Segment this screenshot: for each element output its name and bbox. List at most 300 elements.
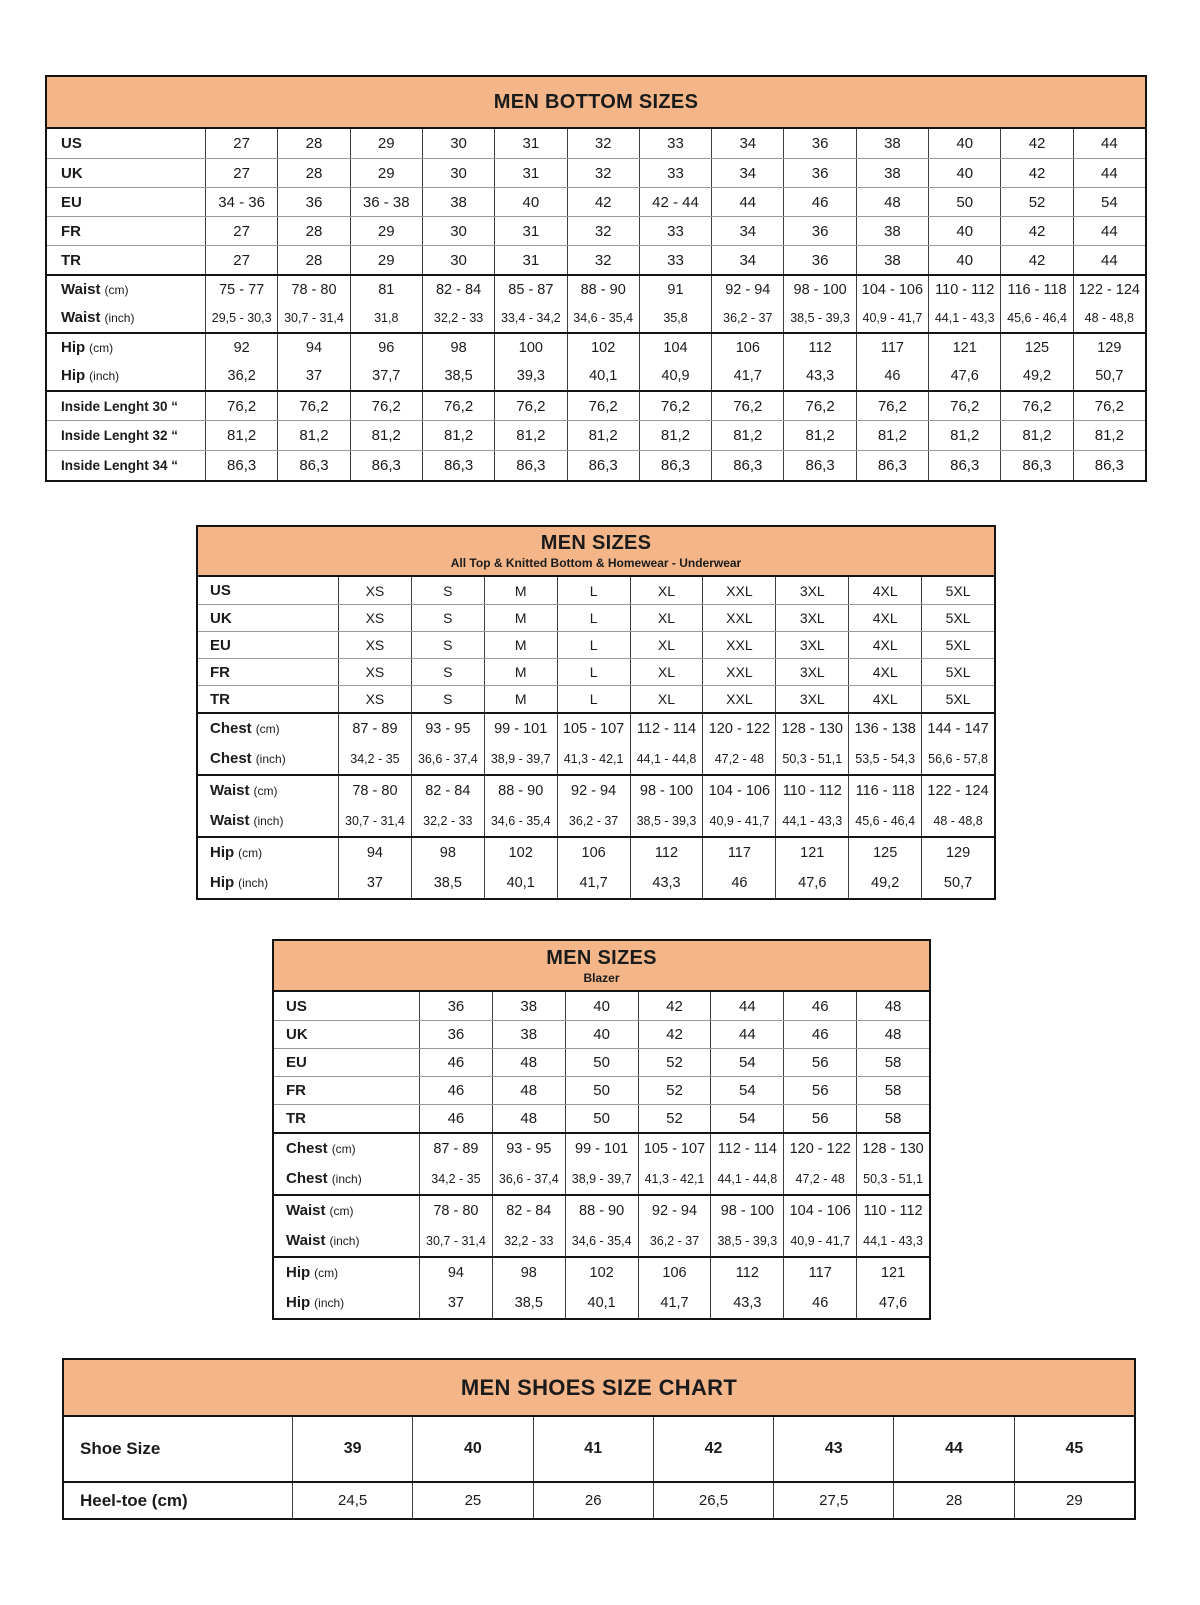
row-label: Chest (cm) <box>286 1140 356 1157</box>
table-row <box>274 1104 929 1132</box>
value-cell: 76,2 <box>350 392 422 420</box>
value-cell: 50 <box>565 1105 638 1132</box>
value-cell: 56 <box>783 1049 856 1076</box>
table-row <box>274 1256 929 1287</box>
table-row <box>47 216 1145 245</box>
value-cell: 40,9 - 41,7 <box>856 303 928 332</box>
value-cell: 47,2 - 48 <box>783 1163 856 1194</box>
value-cell: 34,2 - 35 <box>338 743 411 774</box>
value-cell: 78 - 80 <box>277 276 349 303</box>
value-cell: 86,3 <box>422 451 494 480</box>
row-label-unit: (inch) <box>329 1233 360 1248</box>
value-cell: 54 <box>710 1105 783 1132</box>
row-label: Hip (inch) <box>61 367 120 384</box>
value-cell: 116 - 118 <box>848 776 921 805</box>
value-cell: 42 <box>653 1417 773 1481</box>
table-row <box>198 836 994 867</box>
value-cell: 88 - 90 <box>484 776 557 805</box>
value-cell: 125 <box>1000 334 1072 361</box>
table-row <box>47 361 1145 390</box>
value-cell: 98 - 100 <box>710 1196 783 1225</box>
value-cell: 38,5 - 39,3 <box>630 805 703 836</box>
value-cell: 36 <box>783 246 855 274</box>
value-cell: 104 - 106 <box>783 1196 856 1225</box>
value-cell: 3XL <box>775 605 848 631</box>
table-row <box>47 274 1145 303</box>
value-cell: 5XL <box>921 605 994 631</box>
value-cell: 76,2 <box>711 392 783 420</box>
value-cell: 41,7 <box>638 1287 711 1318</box>
value-cell: 41,3 - 42,1 <box>638 1163 711 1194</box>
table-row <box>47 129 1145 158</box>
value-cell: 3XL <box>775 577 848 604</box>
value-cell: 81,2 <box>783 421 855 450</box>
value-cell: 136 - 138 <box>848 714 921 743</box>
row-label: UK <box>286 1026 308 1043</box>
value-cell: 92 <box>205 334 277 361</box>
row-label: Hip (cm) <box>210 844 263 861</box>
row-label: Waist (cm) <box>210 782 278 799</box>
value-cell: 88 - 90 <box>567 276 639 303</box>
value-cell: 81,2 <box>494 421 566 450</box>
value-cell: 105 - 107 <box>638 1134 711 1163</box>
value-cell: S <box>411 632 484 658</box>
value-cell: 38 <box>856 217 928 245</box>
value-cell: 30 <box>422 217 494 245</box>
value-cell: 24,5 <box>292 1483 412 1518</box>
value-cell: 40 <box>494 188 566 216</box>
value-cell: 102 <box>567 334 639 361</box>
value-cell: 98 <box>492 1258 565 1287</box>
value-cell: 112 - 114 <box>710 1134 783 1163</box>
table-row <box>198 867 994 898</box>
value-cell: XL <box>630 632 703 658</box>
row-label: Hip (inch) <box>286 1294 345 1311</box>
value-cell: S <box>411 686 484 712</box>
value-cell: 47,6 <box>928 361 1000 390</box>
row-label: EU <box>210 636 231 654</box>
value-cell: 86,3 <box>928 451 1000 480</box>
table-row <box>47 303 1145 332</box>
value-cell: 50 <box>565 1077 638 1104</box>
table-row <box>274 1194 929 1225</box>
value-cell: 32,2 - 33 <box>492 1225 565 1256</box>
value-cell: 76,2 <box>277 392 349 420</box>
row-label: Waist (cm) <box>286 1202 354 1219</box>
value-cell: 26 <box>533 1483 653 1518</box>
value-cell: 4XL <box>848 659 921 685</box>
value-cell: XS <box>338 632 411 658</box>
value-cell: 33 <box>639 246 711 274</box>
value-cell: 34 - 36 <box>205 188 277 216</box>
table-row <box>47 332 1145 361</box>
table-row <box>47 390 1145 420</box>
table-title: MEN SIZES <box>546 946 657 969</box>
value-cell: 29 <box>350 246 422 274</box>
value-cell: 45,6 - 46,4 <box>848 805 921 836</box>
row-label-unit: (cm) <box>314 1265 339 1280</box>
value-cell: 44 <box>1073 217 1145 245</box>
value-cell: 102 <box>484 838 557 867</box>
value-cell: 122 - 124 <box>921 776 994 805</box>
value-cell: 34 <box>711 159 783 187</box>
value-cell: 76,2 <box>856 392 928 420</box>
row-label: Shoe Size <box>80 1439 161 1458</box>
value-cell: 32 <box>567 129 639 158</box>
value-cell: 54 <box>710 1077 783 1104</box>
value-cell: 4XL <box>848 632 921 658</box>
value-cell: 30,7 - 31,4 <box>419 1225 492 1256</box>
value-cell: 36 <box>419 992 492 1020</box>
value-cell: 46 <box>783 1021 856 1048</box>
table-row <box>198 743 994 774</box>
value-cell: 86,3 <box>205 451 277 480</box>
row-label-unit: (cm) <box>238 845 263 860</box>
men-bottom-sizes-table <box>45 75 1147 482</box>
value-cell: 129 <box>1073 334 1145 361</box>
value-cell: 38 <box>422 188 494 216</box>
row-label: Inside Lenght 34 “ <box>61 458 179 473</box>
value-cell: 37 <box>419 1287 492 1318</box>
value-cell: 81,2 <box>928 421 1000 450</box>
value-cell: 110 - 112 <box>775 776 848 805</box>
value-cell: 76,2 <box>422 392 494 420</box>
value-cell: 31,8 <box>350 303 422 332</box>
table-row <box>274 1020 929 1048</box>
row-label-unit: (cm) <box>253 783 278 798</box>
table-row <box>198 604 994 631</box>
value-cell: 44 <box>893 1417 1013 1481</box>
value-cell: 42 <box>1000 246 1072 274</box>
value-cell: 45,6 - 46,4 <box>1000 303 1072 332</box>
value-cell: 32,2 - 33 <box>411 805 484 836</box>
value-cell: 56 <box>783 1105 856 1132</box>
value-cell: 46 <box>702 867 775 898</box>
table-row <box>274 1048 929 1076</box>
value-cell: 125 <box>848 838 921 867</box>
value-cell: 36,2 - 37 <box>711 303 783 332</box>
row-label: TR <box>61 251 81 269</box>
value-cell: 48 <box>856 992 929 1020</box>
value-cell: 28 <box>277 159 349 187</box>
value-cell: 38 <box>856 246 928 274</box>
value-cell: 36,2 - 37 <box>557 805 630 836</box>
row-label: Hip (cm) <box>286 1264 339 1281</box>
value-cell: 26,5 <box>653 1483 773 1518</box>
value-cell: 110 - 112 <box>928 276 1000 303</box>
value-cell: 42 <box>638 1021 711 1048</box>
value-cell: 42 <box>1000 217 1072 245</box>
value-cell: 29 <box>350 129 422 158</box>
table-row <box>47 450 1145 480</box>
value-cell: 46 <box>783 188 855 216</box>
value-cell: S <box>411 659 484 685</box>
value-cell: 40,9 - 41,7 <box>702 805 775 836</box>
table-title: MEN SHOES SIZE CHART <box>460 1374 738 1400</box>
value-cell: L <box>557 605 630 631</box>
value-cell: 33 <box>639 129 711 158</box>
value-cell: 76,2 <box>494 392 566 420</box>
table-subtitle: All Top & Knitted Bottom & Homewear - Underwear <box>450 556 742 570</box>
value-cell: 34 <box>711 246 783 274</box>
value-cell: 76,2 <box>928 392 1000 420</box>
row-label: FR <box>210 663 230 681</box>
row-label: EU <box>61 193 82 211</box>
value-cell: 31 <box>494 246 566 274</box>
value-cell: 99 - 101 <box>484 714 557 743</box>
value-cell: 34 <box>711 217 783 245</box>
value-cell: XL <box>630 686 703 712</box>
value-cell: 40 <box>928 217 1000 245</box>
table-title: MEN SIZES <box>540 532 652 554</box>
value-cell: 28 <box>277 129 349 158</box>
table-row <box>47 158 1145 187</box>
value-cell: 30,7 - 31,4 <box>277 303 349 332</box>
value-cell: 81,2 <box>422 421 494 450</box>
table-row <box>274 1076 929 1104</box>
value-cell: 30 <box>422 129 494 158</box>
value-cell: 81,2 <box>711 421 783 450</box>
row-label: TR <box>286 1110 306 1127</box>
value-cell: 29 <box>1014 1483 1134 1518</box>
value-cell: 91 <box>639 276 711 303</box>
value-cell: XXL <box>702 577 775 604</box>
value-cell: 105 - 107 <box>557 714 630 743</box>
table-row <box>64 1417 1134 1481</box>
value-cell: 34,6 - 35,4 <box>484 805 557 836</box>
value-cell: XS <box>338 605 411 631</box>
value-cell: 98 <box>411 838 484 867</box>
value-cell: 48 <box>492 1049 565 1076</box>
value-cell: 86,3 <box>639 451 711 480</box>
value-cell: 47,2 - 48 <box>702 743 775 774</box>
value-cell: 5XL <box>921 577 994 604</box>
value-cell: 30 <box>422 246 494 274</box>
value-cell: 42 <box>567 188 639 216</box>
value-cell: XXL <box>702 686 775 712</box>
value-cell: 41 <box>533 1417 653 1481</box>
row-label-unit: (inch) <box>255 751 286 766</box>
value-cell: 31 <box>494 217 566 245</box>
table-row <box>198 631 994 658</box>
value-cell: 54 <box>1073 188 1145 216</box>
value-cell: 81,2 <box>1073 421 1145 450</box>
row-label-unit: (cm) <box>329 1203 354 1218</box>
value-cell: 38,5 - 39,3 <box>710 1225 783 1256</box>
value-cell: 94 <box>338 838 411 867</box>
value-cell: 78 - 80 <box>419 1196 492 1225</box>
value-cell: 53,5 - 54,3 <box>848 743 921 774</box>
value-cell: 81,2 <box>856 421 928 450</box>
value-cell: 129 <box>921 838 994 867</box>
value-cell: 116 - 118 <box>1000 276 1072 303</box>
value-cell: 32,2 - 33 <box>422 303 494 332</box>
row-label-unit: (inch) <box>104 310 135 325</box>
value-cell: 3XL <box>775 686 848 712</box>
value-cell: 48 <box>856 188 928 216</box>
value-cell: 28 <box>277 246 349 274</box>
row-label: Hip (inch) <box>210 874 269 891</box>
value-cell: 32 <box>567 217 639 245</box>
value-cell: 3XL <box>775 632 848 658</box>
value-cell: L <box>557 577 630 604</box>
value-cell: 31 <box>494 159 566 187</box>
table-row <box>274 1132 929 1163</box>
value-cell: 76,2 <box>1000 392 1072 420</box>
value-cell: 104 - 106 <box>856 276 928 303</box>
value-cell: 34,6 - 35,4 <box>567 303 639 332</box>
value-cell: 40,1 <box>484 867 557 898</box>
value-cell: 120 - 122 <box>783 1134 856 1163</box>
value-cell: 38,5 - 39,3 <box>783 303 855 332</box>
value-cell: 40 <box>412 1417 532 1481</box>
value-cell: 92 - 94 <box>557 776 630 805</box>
table-body <box>274 992 929 1318</box>
value-cell: 42 - 44 <box>639 188 711 216</box>
table-row <box>198 685 994 712</box>
value-cell: 4XL <box>848 577 921 604</box>
value-cell: 34 <box>711 129 783 158</box>
value-cell: 76,2 <box>639 392 711 420</box>
value-cell: 92 - 94 <box>638 1196 711 1225</box>
value-cell: 86,3 <box>1073 451 1145 480</box>
row-label: Chest (inch) <box>286 1170 362 1187</box>
row-label: UK <box>61 164 83 182</box>
value-cell: 42 <box>1000 159 1072 187</box>
value-cell: 121 <box>856 1258 929 1287</box>
value-cell: 44 <box>1073 246 1145 274</box>
value-cell: 28 <box>277 217 349 245</box>
value-cell: 36,2 - 37 <box>638 1225 711 1256</box>
row-label-unit: (inch) <box>238 875 269 890</box>
table-row <box>274 1225 929 1256</box>
value-cell: 112 - 114 <box>630 714 703 743</box>
value-cell: M <box>484 659 557 685</box>
value-cell: L <box>557 659 630 685</box>
value-cell: 82 - 84 <box>411 776 484 805</box>
value-cell: 96 <box>350 334 422 361</box>
row-label: Waist (inch) <box>210 812 284 829</box>
value-cell: 33,4 - 34,2 <box>494 303 566 332</box>
row-label-unit: (inch) <box>253 813 284 828</box>
table-title: MEN BOTTOM SIZES <box>493 90 699 113</box>
value-cell: 112 <box>710 1258 783 1287</box>
value-cell: 50,7 <box>1073 361 1145 390</box>
value-cell: L <box>557 686 630 712</box>
value-cell: 128 - 130 <box>775 714 848 743</box>
value-cell: 38 <box>492 992 565 1020</box>
value-cell: 44,1 - 43,3 <box>856 1225 929 1256</box>
value-cell: 46 <box>783 992 856 1020</box>
row-label-unit: (cm) <box>89 340 114 355</box>
men-shoes-table <box>62 1358 1136 1520</box>
value-cell: XL <box>630 605 703 631</box>
value-cell: 46 <box>419 1077 492 1104</box>
value-cell: 28 <box>893 1483 1013 1518</box>
value-cell: 76,2 <box>205 392 277 420</box>
value-cell: 99 - 101 <box>565 1134 638 1163</box>
value-cell: 82 - 84 <box>422 276 494 303</box>
value-cell: 81 <box>350 276 422 303</box>
value-cell: 33 <box>639 159 711 187</box>
value-cell: 46 <box>419 1049 492 1076</box>
value-cell: 30,7 - 31,4 <box>338 805 411 836</box>
value-cell: 86,3 <box>494 451 566 480</box>
value-cell: L <box>557 632 630 658</box>
value-cell: 43,3 <box>630 867 703 898</box>
value-cell: 50 <box>928 188 1000 216</box>
value-cell: XL <box>630 577 703 604</box>
value-cell: 85 - 87 <box>494 276 566 303</box>
value-cell: 30 <box>422 159 494 187</box>
value-cell: 40,9 - 41,7 <box>783 1225 856 1256</box>
value-cell: 40,1 <box>565 1287 638 1318</box>
table-row <box>198 712 994 743</box>
value-cell: 56,6 - 57,8 <box>921 743 994 774</box>
row-label-unit: (inch) <box>314 1295 345 1310</box>
value-cell: 106 <box>638 1258 711 1287</box>
table-body <box>198 577 994 898</box>
value-cell: 40 <box>928 159 1000 187</box>
value-cell: 86,3 <box>783 451 855 480</box>
value-cell: 54 <box>710 1049 783 1076</box>
value-cell: 34,2 - 35 <box>419 1163 492 1194</box>
value-cell: 38,5 <box>422 361 494 390</box>
value-cell: 86,3 <box>856 451 928 480</box>
value-cell: 106 <box>711 334 783 361</box>
value-cell: 94 <box>419 1258 492 1287</box>
row-label-unit: (cm) <box>331 1141 356 1156</box>
value-cell: 36,6 - 37,4 <box>492 1163 565 1194</box>
value-cell: 39 <box>292 1417 412 1481</box>
value-cell: XXL <box>702 632 775 658</box>
value-cell: 31 <box>494 129 566 158</box>
table-row <box>47 187 1145 216</box>
value-cell: 86,3 <box>711 451 783 480</box>
value-cell: XXL <box>702 605 775 631</box>
value-cell: 44 <box>1073 129 1145 158</box>
value-cell: 93 - 95 <box>492 1134 565 1163</box>
value-cell: 88 - 90 <box>565 1196 638 1225</box>
value-cell: 40 <box>928 246 1000 274</box>
value-cell: 86,3 <box>277 451 349 480</box>
value-cell: 49,2 <box>1000 361 1072 390</box>
table-body <box>47 129 1145 480</box>
row-label-unit: (inch) <box>331 1171 362 1186</box>
value-cell: 47,6 <box>856 1287 929 1318</box>
value-cell: 40 <box>565 1021 638 1048</box>
table-row <box>47 245 1145 274</box>
value-cell: 27 <box>205 246 277 274</box>
value-cell: 46 <box>783 1287 856 1318</box>
value-cell: XS <box>338 659 411 685</box>
row-label: Chest (cm) <box>210 720 280 737</box>
value-cell: 128 - 130 <box>856 1134 929 1163</box>
row-label: Heel-toe (cm) <box>80 1490 188 1510</box>
value-cell: 38,9 - 39,7 <box>565 1163 638 1194</box>
table-row <box>64 1481 1134 1518</box>
row-label: Waist (inch) <box>61 309 135 326</box>
value-cell: 56 <box>783 1077 856 1104</box>
value-cell: 27 <box>205 217 277 245</box>
value-cell: 38,5 <box>492 1287 565 1318</box>
value-cell: M <box>484 686 557 712</box>
value-cell: 36 - 38 <box>350 188 422 216</box>
value-cell: 86,3 <box>567 451 639 480</box>
value-cell: 121 <box>775 838 848 867</box>
value-cell: 78 - 80 <box>338 776 411 805</box>
value-cell: 43,3 <box>783 361 855 390</box>
